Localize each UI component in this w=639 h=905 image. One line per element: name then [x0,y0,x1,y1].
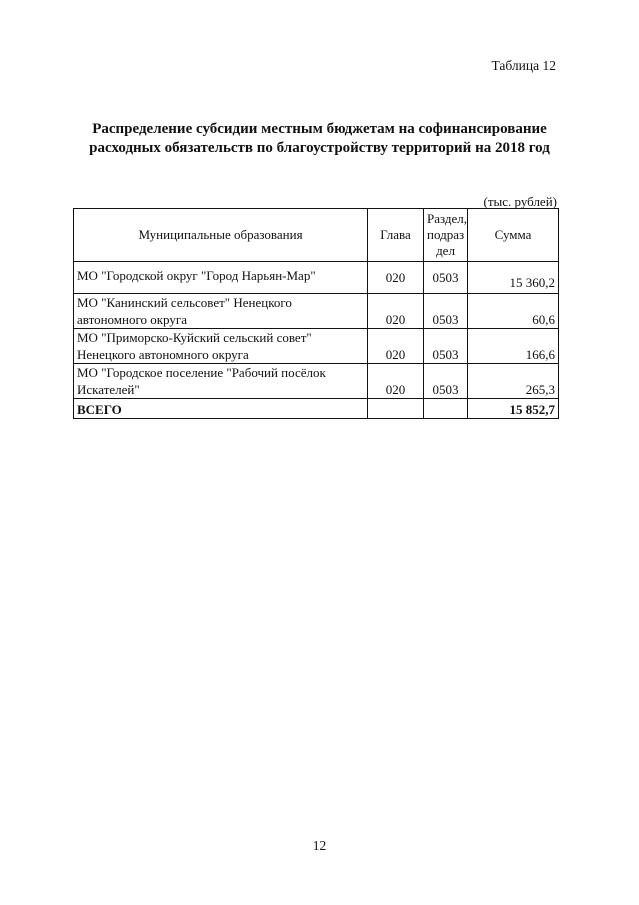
table-label: Таблица 12 [491,58,556,73]
cell-razdel: 0503 [424,364,468,399]
total-row [74,399,559,419]
cell-summa: 166,6 [468,329,559,364]
cell-name: МО "Городской округ "Город Нарьян-Мар" [74,262,368,294]
cell-name: МО "Приморско-Куйский сельский совет" Ненецкого автономного округа [74,329,368,364]
cell-razdel: 0503 [424,262,468,294]
table-row [74,262,559,294]
cell-summa: 60,6 [468,294,559,329]
subsidy-table [73,208,559,419]
page-number: 12 [312,838,327,853]
header-razdel: Раздел, подраз дел [424,209,468,262]
cell-razdel: 0503 [424,329,468,364]
table-row [74,329,559,364]
cell-glava: 020 [368,294,424,329]
title-line-1: Распределение субсидии местным бюджетам на софинансирование [92,121,547,137]
document-title [40,120,599,158]
total-summa: 15 852,7 [468,399,559,419]
total-glava [368,399,424,419]
cell-summa: 15 360,2 [468,262,559,294]
cell-name: МО "Канинский сельсовет" Ненецкого автономного округа [74,294,368,329]
header-glava: Глава [368,209,424,262]
units-label: (тыс. рублей) [483,194,557,209]
table-row [74,364,559,399]
header-name: Муниципальные образования [74,209,368,262]
cell-razdel: 0503 [424,294,468,329]
table-header-row [74,209,559,262]
total-razdel [424,399,468,419]
title-line-2: расходных обязательств по благоустройству территорий на 2018 год [89,140,550,156]
cell-glava: 020 [368,329,424,364]
total-label: ВСЕГО [74,399,368,419]
cell-glava: 020 [368,262,424,294]
cell-name: МО "Городское поселение "Рабочий посёлок Искателей" [74,364,368,399]
cell-summa: 265,3 [468,364,559,399]
table-row [74,294,559,329]
header-summa: Сумма [468,209,559,262]
cell-glava: 020 [368,364,424,399]
